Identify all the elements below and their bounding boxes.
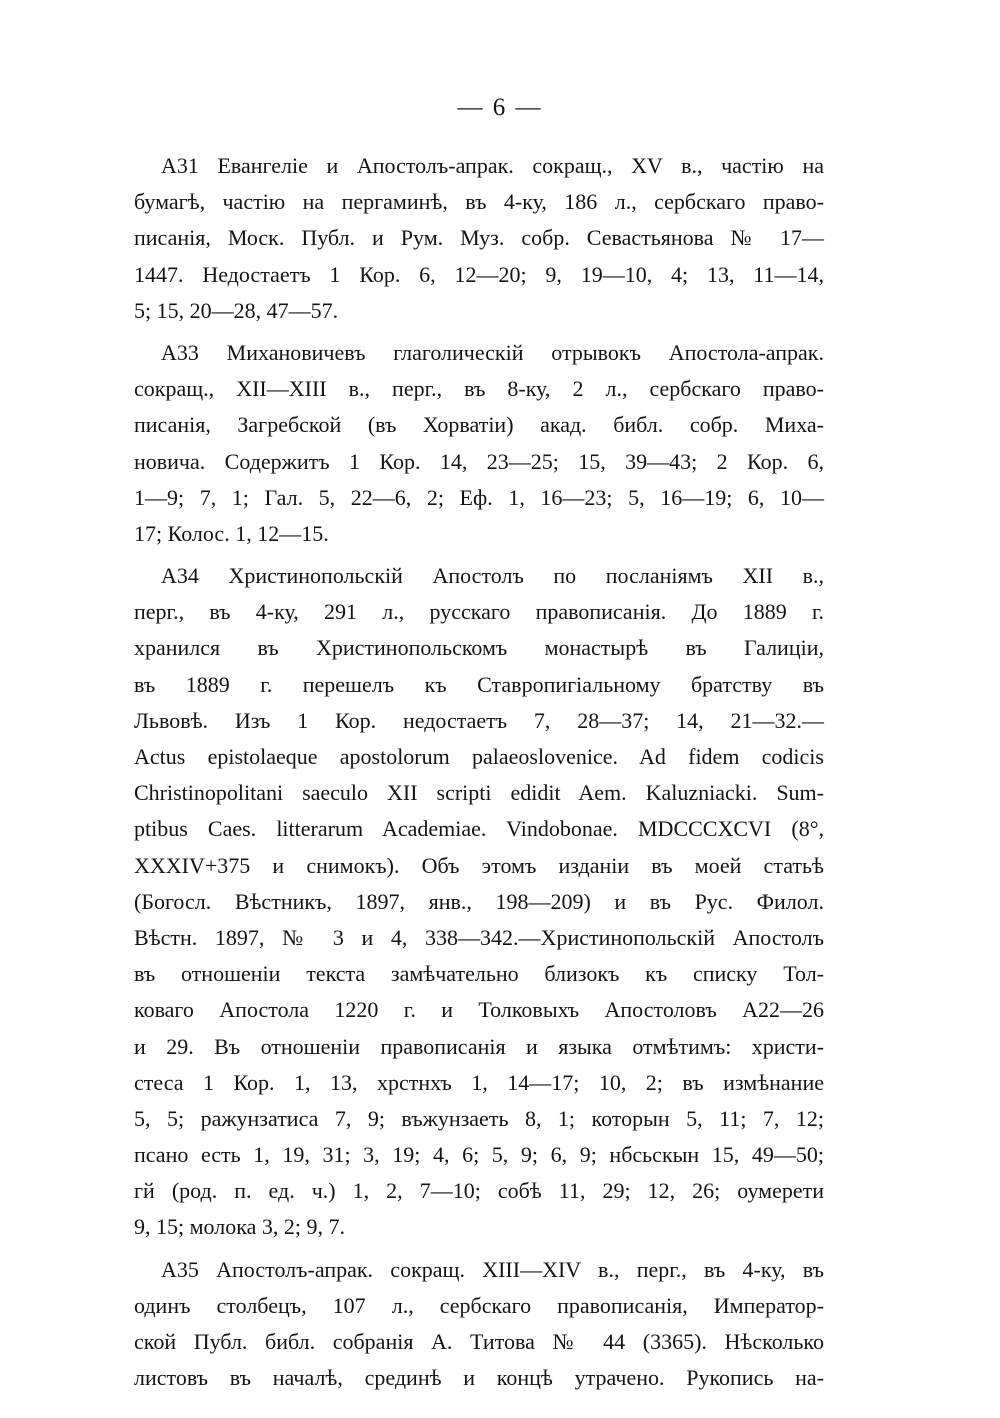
text-line: хранился въ Христинопольскомъ монастырѣ въ Галиціи,	[134, 635, 824, 661]
text-line: А34 Христинопольскій Апостолъ по посланіямъ XII в.,	[161, 563, 824, 589]
entry-a35	[134, 1252, 824, 1397]
text-line: листовъ въ началѣ, срединѣ и концѣ утрачено. Рукопись на-	[134, 1365, 824, 1391]
text-line: бумагѣ, частію на пергаминѣ, въ 4-ку, 186 л., сербскаго право-	[134, 189, 824, 215]
entry-a31	[134, 148, 824, 329]
text-line: А35 Апостолъ-апрак. сокращ. XIII—XIV в., перг., въ 4-ку, въ	[161, 1256, 824, 1282]
text-line: Christinopolitani saeculo XII scripti edidit Aem. Kaluzniacki. Sum-	[134, 780, 824, 806]
text-line: одинъ столбецъ, 107 л., сербскаго правописанія, Император-	[134, 1292, 824, 1318]
text-line: Вѣстн. 1897, № 3 и 4, 338—342.—Христинопольскій Апостолъ	[134, 924, 824, 950]
entry-a34	[134, 558, 824, 1246]
text-line: коваго Апостола 1220 г. и Толковыхъ Апостоловъ А22—26	[134, 997, 824, 1023]
text-line: ской Публ. библ. собранія А. Титова № 44 (3365). Нѣсколько	[134, 1329, 824, 1354]
text-line: 5; 15, 20—28, 47—57.	[134, 297, 339, 323]
text-line: и 29. Въ отношеніи правописанія и языка отмѣтимъ: христи-	[134, 1033, 824, 1059]
text-line: 17; Колос. 1, 12—15.	[134, 520, 329, 546]
text-line: Actus epistolaeque apostolorum palaeoslovenice. Ad fidem codicis	[134, 744, 824, 769]
page-number: — 6 —	[457, 94, 543, 121]
text-line: (Богосл. Вѣстникъ, 1897, янв., 198—209) и въ Рус. Филол.	[134, 888, 824, 914]
text-line: 9, 15; молока 3, 2; 9, 7.	[134, 1214, 345, 1240]
text-line: 1—9; 7, 1; Гал. 5, 22—6, 2; Еф. 1, 16—23; 5, 16—19; 6, 10—	[134, 484, 824, 510]
text-line: писанія, Моск. Публ. и Рум. Муз. собр. Севастьянова № 17—	[134, 225, 824, 251]
text-line: А33 Михановичевъ глаголическій отрывокъ Апостола-апрак.	[161, 339, 824, 365]
text-line: 5, 5; ражунзатиса 7, 9; въжунзаеть 8, 1; которын 5, 11; 7, 12;	[134, 1105, 824, 1131]
document-body	[134, 148, 824, 1402]
text-line: сокращ., XII—XIII в., перг., въ 8-ку, 2 л., сербскаго право-	[134, 376, 824, 402]
text-line: стеса 1 Кор. 1, 13, хрстнхъ 1, 14—17; 10, 2; въ измѣнание	[134, 1069, 824, 1095]
text-line: новича. Содержитъ 1 Кор. 14, 23—25; 15, 39—43; 2 Кор. 6,	[134, 448, 824, 474]
text-line: 1447. Недостаетъ 1 Кор. 6, 12—20; 9, 19—10, 4; 13, 11—14,	[134, 261, 824, 287]
text-line: перг., въ 4-ку, 291 л., русскаго правописанія. До 1889 г.	[134, 599, 824, 625]
text-line: псано есть 1, 19, 31; 3, 19; 4, 6; 5, 9; 6, 9; нбсьскын 15, 49—50;	[134, 1142, 824, 1168]
text-line: въ 1889 г. перешелъ къ Ставропигіальному братству въ	[134, 671, 824, 697]
entry-a33	[134, 335, 824, 552]
text-line: Львовѣ. Изъ 1 Кор. недостаетъ 7, 28—37; 14, 21—32.—	[134, 707, 824, 733]
text-line: ptibus Caes. litterarum Academiae. Vindobonae. MDCCCXCVI (8°,	[134, 816, 824, 842]
text-line: гй (род. п. ед. ч.) 1, 2, 7—10; собѣ 11, 29; 12, 26; оумерети	[134, 1178, 824, 1204]
text-line: въ отношеніи текста замѣчательно близокъ къ списку Тол-	[134, 961, 824, 987]
text-line: XXXIV+375 и снимокъ). Объ этомъ изданіи въ моей статьѣ	[134, 852, 824, 878]
text-line: писанія, Загребской (въ Хорватіи) акад. библ. собр. Миха-	[134, 412, 824, 438]
text-line: А31 Евангеліе и Апостолъ-апрак. сокращ., XV в., частію на	[161, 153, 824, 178]
